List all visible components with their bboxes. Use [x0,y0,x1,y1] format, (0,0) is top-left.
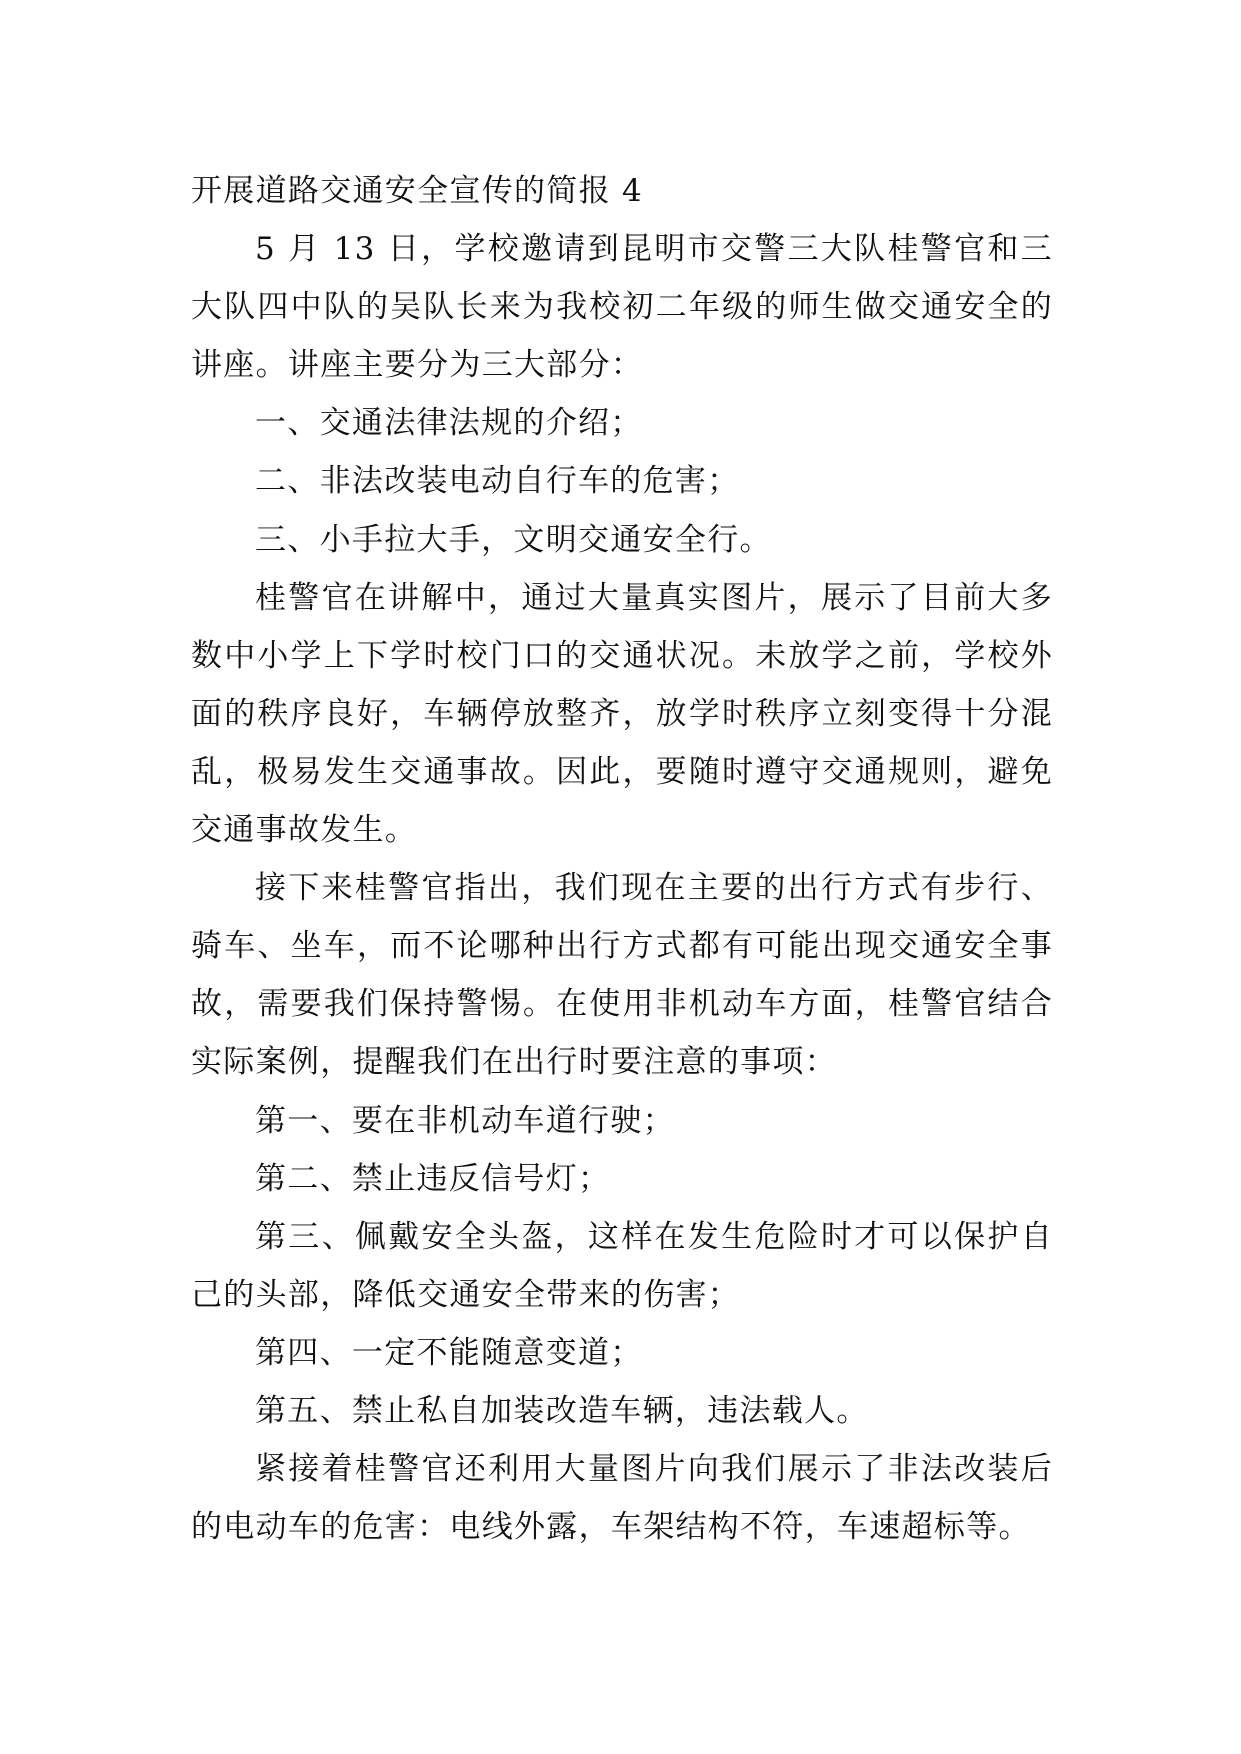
list-item-part-3: 三、小手拉大手，文明交通安全行。 [255,521,772,558]
list-item-rule-1: 第一、要在非机动车道行驶； [255,1102,675,1139]
paragraph-illegal-modification: 紧接着桂警官还利用大量图片向我们展示了非法改装后的电动车的危害：电线外露，车架结构不符，车速超标等。 [191,1451,1053,1546]
list-item-part-2: 二、非法改装电动自行车的危害； [255,463,740,500]
document-body [191,162,1053,1556]
list-item-rule-2: 第二、禁止违反信号灯； [255,1160,611,1197]
paragraph-school-gate: 桂警官在讲解中，通过大量真实图片，展示了目前大多数中小学上下学时校门口的交通状况。未放学之前，学校外面的秩序良好，车辆停放整齐，放学时秩序立刻变得十分混乱，极易发生交通事故。因此，要随时遵守交通规则，避免交通事故发生。 [191,579,1053,849]
paragraph-intro: 5 月 13 日，学校邀请到昆明市交警三大队桂警官和三大队四中队的吴队长来为我校初二年级的师生做交通安全的讲座。讲座主要分为三大部分： [191,231,1053,384]
document-title: 开展道路交通安全宣传的简报 4 [191,173,644,209]
paragraph-travel-modes: 接下来桂警官指出，我们现在主要的出行方式有步行、骑车、坐车，而不论哪种出行方式都有可能出现交通安全事故，需要我们保持警惕。在使用非机动车方面，桂警官结合实际案例，提醒我们在出行时要注意的事项： [191,870,1053,1081]
list-item-rule-4: 第四、一定不能随意变道； [255,1334,643,1371]
list-item-part-1: 一、交通法律法规的介绍； [255,405,643,442]
list-item-rule-3: 第三、佩戴安全头盔，这样在发生危险时才可以保护自己的头部，降低交通安全带来的伤害； [191,1218,1053,1313]
list-item-rule-5: 第五、禁止私自加装改造车辆，违法载人。 [255,1392,869,1429]
